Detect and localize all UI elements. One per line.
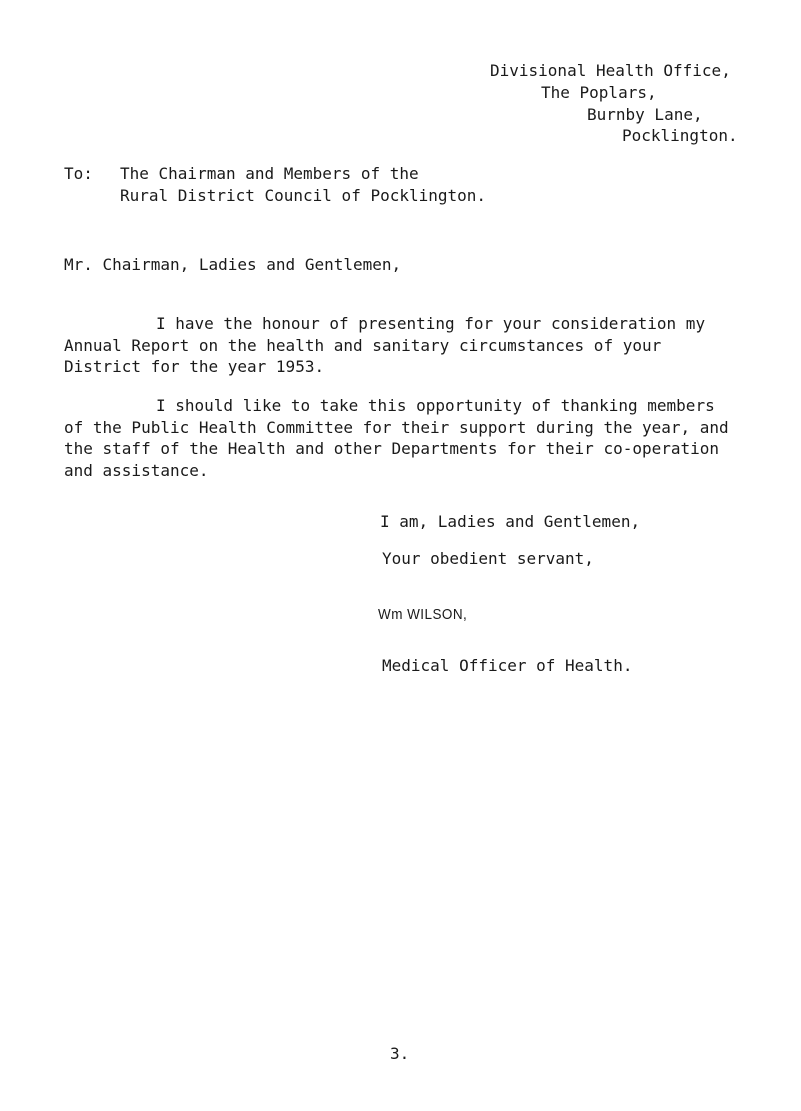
- paragraph-2-line-2: of the Public Health Committee for their support during the year, and: [64, 418, 729, 437]
- paragraph-2-line-3: the staff of the Health and other Departments for their co-operation: [64, 439, 720, 458]
- recipient-line-2: Rural District Council of Pocklington.: [120, 186, 487, 205]
- address-line-1: Divisional Health Office,: [490, 61, 731, 80]
- address-line-2: The Poplars,: [541, 83, 657, 102]
- address-line-3: Burnby Lane,: [587, 105, 703, 124]
- recipient-line-1: The Chairman and Members of the: [120, 164, 419, 183]
- page-number: 3.: [390, 1044, 410, 1063]
- paragraph-1-line-3: District for the year 1953.: [64, 357, 325, 376]
- recipient-label: To:: [64, 164, 93, 183]
- paragraph-2-line-1: I should like to take this opportunity of thanking members: [156, 396, 715, 415]
- salutation: Mr. Chairman, Ladies and Gentlemen,: [64, 255, 402, 274]
- paragraph-1-line-1: I have the honour of presenting for your consideration my: [156, 314, 706, 333]
- paragraph-1-line-2: Annual Report on the health and sanitary circumstances of your: [64, 336, 662, 355]
- closing-line-1: I am, Ladies and Gentlemen,: [380, 512, 641, 531]
- signature-name: Wm WILSON,: [378, 606, 468, 623]
- closing-line-2: Your obedient servant,: [382, 549, 594, 568]
- paragraph-2-line-4: and assistance.: [64, 461, 209, 480]
- signature-title: Medical Officer of Health.: [382, 656, 633, 675]
- address-line-4: Pocklington.: [622, 126, 738, 145]
